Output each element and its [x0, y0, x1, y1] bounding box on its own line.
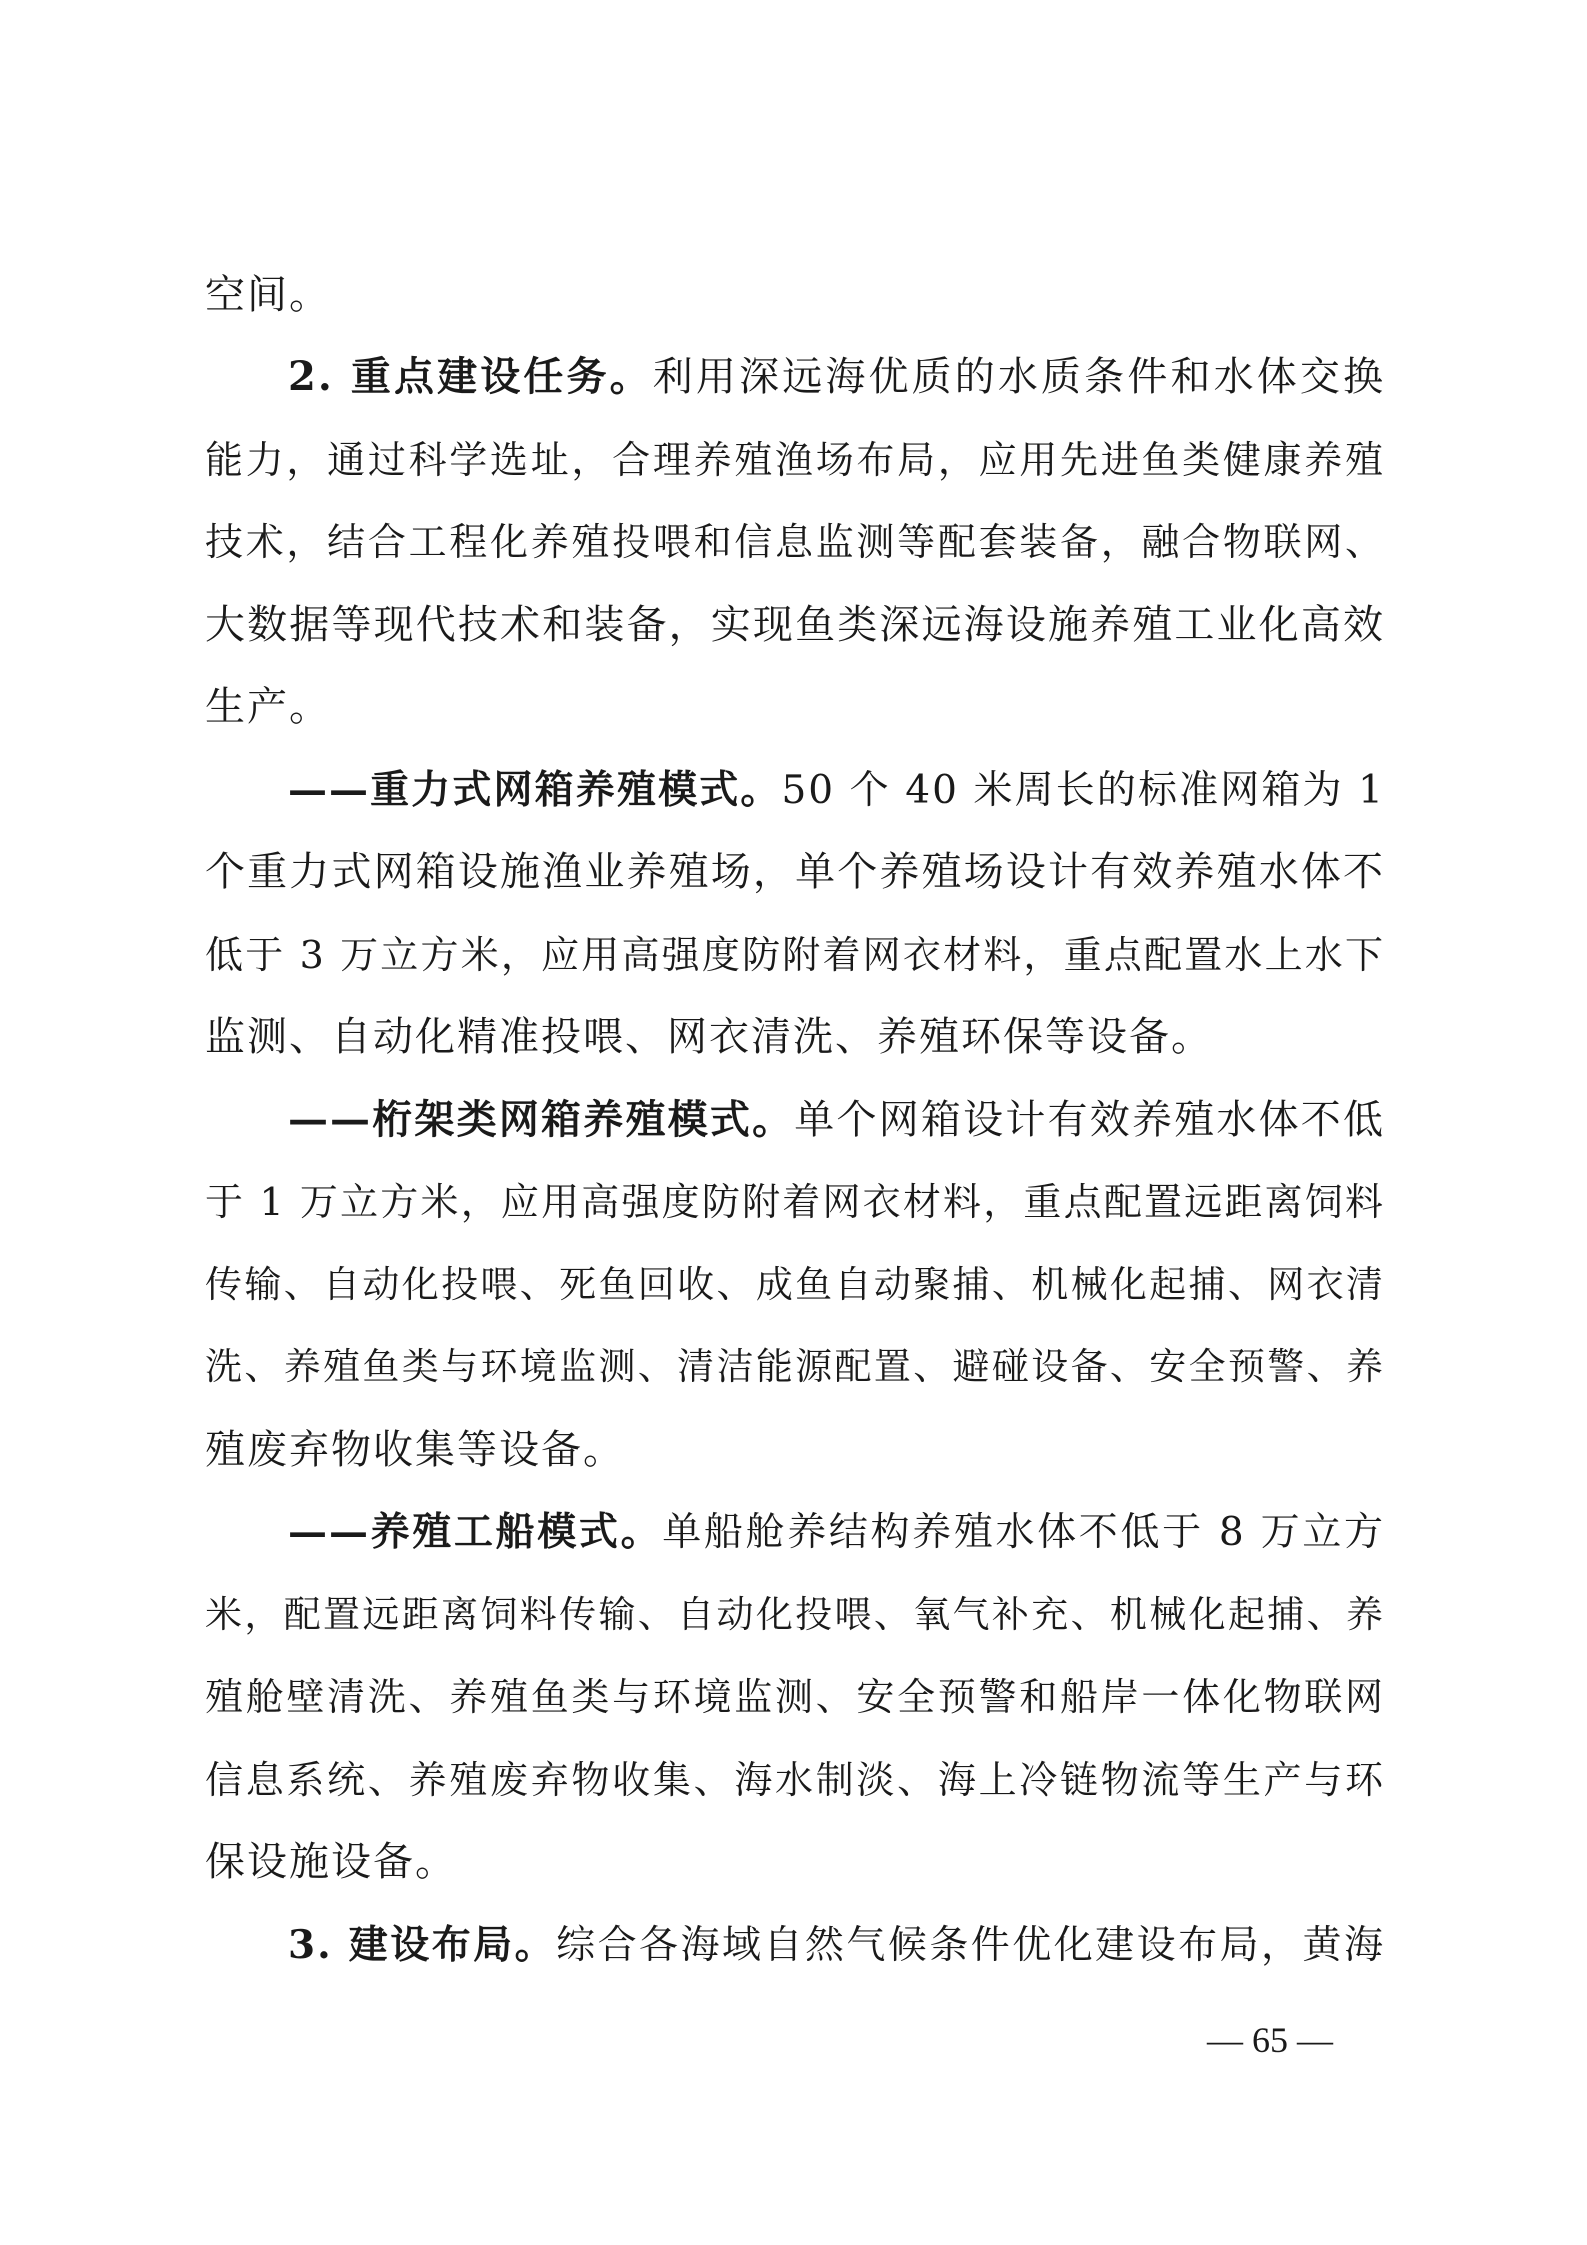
line-text: 信息系统、养殖废弃物收集、海水制淡、海上冷链物流等生产与环: [205, 1758, 1385, 1802]
line-text: 综合各海域自然气候条件优化建设布局，黄海: [556, 1923, 1385, 1968]
subheading-line: [288, 1502, 1385, 1562]
line-text: 殖废弃物收集等设备。: [205, 1427, 625, 1473]
line-text: 低于 3 万立方米，应用高强度防附着网衣材料，重点配置水上水下: [205, 933, 1385, 977]
subheading: ——桁架类网箱养殖模式。: [288, 1096, 795, 1143]
text-line: [205, 265, 1385, 325]
line-text: 50 个 40 米周长的标准网箱为 1: [781, 768, 1385, 813]
line-text: 保设施设备。: [205, 1839, 457, 1885]
section-heading-line: [288, 347, 1385, 407]
text-line: [205, 1832, 1385, 1892]
line-text: 监测、自动化精准投喂、网衣清洗、养殖环保等设备。: [205, 1014, 1213, 1060]
line-text: 空间。: [205, 272, 331, 318]
text-line: [205, 595, 1385, 655]
section-heading: 2. 重点建设任务。: [288, 353, 653, 400]
line-text: 利用深远海优质的水质条件和水体交换: [652, 354, 1386, 400]
text-line: [205, 1337, 1385, 1397]
subheading: ——重力式网箱养殖模式。: [288, 767, 782, 813]
page-number: — 65 —: [1207, 2020, 1333, 2060]
line-text: 传输、自动化投喂、死鱼回收、成鱼自动聚捕、机械化起捕、网衣清: [205, 1263, 1385, 1306]
text-line: [205, 925, 1385, 985]
line-text: 殖舱壁清洗、养殖鱼类与环境监测、安全预警和船岸一体化物联网: [205, 1675, 1385, 1719]
line-text: 能力，通过科学选址，合理养殖渔场布局，应用先进鱼类健康养殖: [205, 438, 1385, 482]
text-line: [205, 1007, 1385, 1067]
text-line: [205, 1255, 1385, 1315]
line-text: 技术，结合工程化养殖投喂和信息监测等配套装备，融合物联网、: [205, 520, 1385, 564]
line-text: 洗、养殖鱼类与环境监测、清洁能源配置、避碰设备、安全预警、养: [205, 1345, 1385, 1388]
line-text: 单个网箱设计有效养殖水体不低: [794, 1097, 1386, 1143]
line-text: 于 1 万立方米，应用高强度防附着网衣材料，重点配置远距离饲料: [205, 1180, 1385, 1224]
text-line: [205, 430, 1385, 490]
section-heading-line: [288, 1915, 1385, 1975]
line-text: 大数据等现代技术和装备，实现鱼类深远海设施养殖工业化高效: [205, 602, 1385, 648]
line-text: 个重力式网箱设施渔业养殖场，单个养殖场设计有效养殖水体不: [205, 849, 1385, 895]
text-line: [205, 1172, 1385, 1232]
subheading-line: [288, 760, 1385, 820]
line-text: 生产。: [205, 684, 331, 730]
text-line: [205, 1585, 1385, 1645]
subheading: ——养殖工船模式。: [288, 1509, 663, 1555]
line-text: 单船舱养结构养殖水体不低于 8 万立方: [662, 1510, 1385, 1555]
text-line: [205, 677, 1385, 737]
line-text: 米，配置远距离饲料传输、自动化投喂、氧气补充、机械化起捕、养: [205, 1593, 1385, 1636]
section-heading: 3. 建设布局。: [288, 1922, 557, 1968]
text-line: [205, 1750, 1385, 1810]
text-line: [205, 1667, 1385, 1727]
text-line: [205, 512, 1385, 572]
subheading-line: [288, 1090, 1385, 1150]
text-line: [205, 1420, 1385, 1480]
text-line: [205, 842, 1385, 902]
